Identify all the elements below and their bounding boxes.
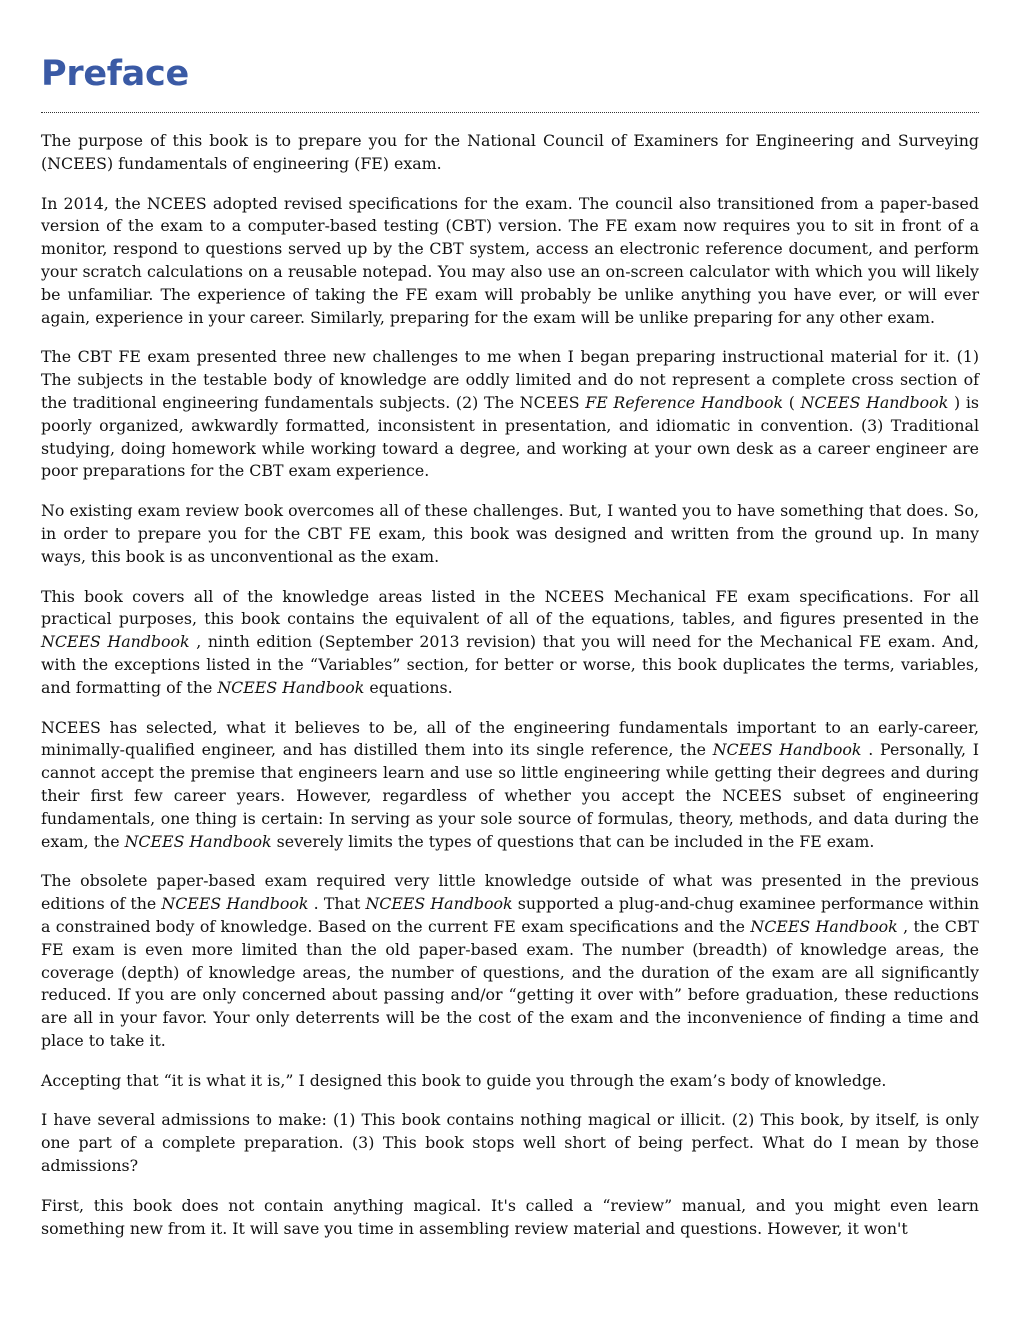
text-run: , ninth edition (September 2013 revision) that you will need for the Mechanical FE exam. And, with the exceptions listed in the “Variables” section, for better or worse, this book duplicates the terms, variables, and formatting of the — [41, 632, 979, 697]
text-run: , the CBT FE exam is even more limited than the old paper-based exam. The number (breadth) of knowledge areas, the coverage (depth) of knowledge areas, the number of questions, and the duration of the exam are all significantly reduced. If you are only concerned about passing and/or “getting it over with” before graduation, these reductions are all in your favor. Your only deterrents will be the cost of the exam and the inconvenience of finding a time and place to take it. — [41, 916, 979, 1050]
text-run: severely limits the types of questions that can be included in the FE exam. — [271, 831, 875, 851]
text-run: This book covers all of the knowledge areas listed in the NCEES Mechanical FE exam specifications. For all practical purposes, this book contains the equivalent of all of the equations, tables, and figures presented in the — [41, 586, 979, 629]
text-run: equations. — [364, 677, 453, 697]
text-run: No existing exam review book overcomes all of these challenges. But, I wanted you to have something that does. So, in order to prepare you for the CBT FE exam, this book was designed and written from the ground up. In many ways, this book is as unconventional as the exam. — [41, 501, 979, 566]
text-run: Accepting that “it is what it is,” I designed this book to guide you through the exam’s body of knowledge. — [41, 1070, 887, 1090]
paragraph-6 — [41, 717, 979, 854]
page-title: Preface — [41, 54, 189, 94]
text-run: . Personally, I cannot accept the premise that engineers learn and use so little engineering while getting their degrees and during their first few career years. However, regardless of whether you accept the NCEES subset of engineering fundamentals, one thing is certain: In serving as your sole source of formulas, theory, methods, and data during the exam, the — [41, 740, 979, 851]
text-run: NCEES has selected, what it believes to be, all of the engineering fundamentals important to an early-career, minimally-qualified engineer, and has distilled them into its single reference, the — [41, 717, 979, 760]
italic-title-run: NCEES Handbook — [800, 392, 949, 412]
text-run: The CBT FE exam presented three new challenges to me when I began preparing instructional material for it. (1) The subjects in the testable body of knowledge are oddly limited and do not represent a complete cross section of the traditional engineering fundamentals subjects. (2) The NCEES — [41, 347, 979, 412]
italic-title-run: FE Reference Handbook — [585, 392, 784, 412]
paragraph-7 — [41, 870, 979, 1052]
text-run: In 2014, the NCEES adopted revised specifications for the exam. The council also transitioned from a paper-based version of the exam to a computer-based testing (CBT) version. The FE exam now requires you to sit in front of a monitor, respond to questions served up by the CBT system, access an electronic reference document, and perform your scratch calculations on a reusable notepad. You may also use an on-screen calculator with which you will likely be unfamiliar. The experience of taking the FE exam will probably be unlike anything you have ever, or will ever again, experience in your career. Similarly, preparing for the exam will be unlike preparing for any other exam. — [41, 193, 979, 327]
italic-title-run: NCEES Handbook — [712, 740, 862, 760]
italic-title-run: NCEES Handbook — [124, 831, 272, 851]
text-run: . That — [308, 894, 366, 914]
paragraph-1 — [41, 130, 979, 176]
paragraph-4 — [41, 500, 979, 568]
paragraph-3 — [41, 346, 979, 483]
paragraph-2 — [41, 193, 979, 330]
dotted-divider — [41, 112, 979, 113]
italic-title-run: NCEES Handbook — [365, 894, 513, 914]
text-run: The obsolete paper-based exam required very little knowledge outside of what was presented in the previous editions of the — [41, 871, 979, 914]
paragraph-8 — [41, 1070, 979, 1093]
paragraph-5 — [41, 586, 979, 700]
preface-body — [41, 130, 979, 1240]
text-run: ( — [783, 392, 801, 412]
text-run: The purpose of this book is to prepare you for the National Council of Examiners for Engineering and Surveying (NCEES) fundamentals of engineering (FE) exam. — [41, 131, 979, 173]
paragraph-9 — [41, 1109, 979, 1177]
italic-title-run: NCEES Handbook — [41, 632, 190, 652]
preface-page — [41, 50, 979, 1257]
paragraph-10 — [41, 1195, 979, 1241]
text-run: First, this book does not contain anything magical. It's called a “review” manual, and you might even learn something new from it. It will save you time in assembling review material and questions. However, it won't — [41, 1195, 979, 1238]
italic-title-run: NCEES Handbook — [161, 894, 309, 914]
text-run: ) is poorly organized, awkwardly formatted, inconsistent in presentation, and idiomatic in convention. (3) Traditional studying, doing homework while working toward a degree, and working at your own desk as a career engineer are poor preparations for the CBT exam experience. — [41, 392, 979, 481]
text-run: I have several admissions to make: (1) This book contains nothing magical or illicit. (2) This book, by itself, is only one part of a complete preparation. (3) This book stops well short of being perfect. What do I mean by those admissions? — [41, 1110, 979, 1176]
text-run: supported a plug-and-chug examinee performance within a constrained body of knowledge. Based on the current FE exam specifications and the — [41, 894, 979, 936]
italic-title-run: NCEES Handbook — [750, 916, 898, 936]
italic-title-run: NCEES Handbook — [217, 677, 365, 697]
